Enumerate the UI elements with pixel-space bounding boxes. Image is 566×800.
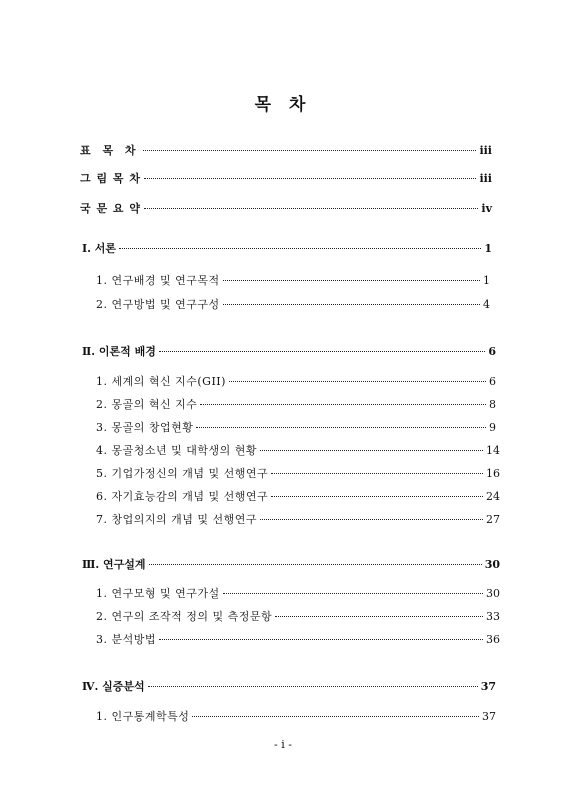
toc-section[interactable] [96, 585, 500, 601]
toc-leader [223, 593, 483, 594]
toc-leader [196, 427, 486, 428]
toc-leader [144, 208, 478, 209]
toc-leader [149, 564, 482, 565]
toc-leader [271, 496, 483, 497]
toc-leader [200, 404, 486, 405]
toc-label: 2. 몽골의 혁신 지수 [96, 398, 198, 411]
toc-entry[interactable] [80, 142, 492, 158]
toc-leader [271, 473, 483, 474]
toc-leader [119, 248, 481, 249]
toc-chapter[interactable] [82, 240, 492, 256]
toc-leader [260, 519, 483, 520]
toc-label: Ⅳ. 실증분석 [82, 680, 145, 693]
toc-section[interactable] [96, 488, 500, 504]
toc-label: 1. 연구모형 및 연구가설 [96, 587, 220, 600]
toc-section[interactable] [96, 511, 500, 527]
toc-leader [159, 639, 483, 640]
toc-section[interactable] [96, 272, 490, 288]
toc-leader [223, 280, 480, 281]
toc-page: 30 [486, 587, 500, 600]
toc-leader [144, 178, 476, 179]
toc-entry[interactable] [80, 170, 492, 186]
toc-chapter[interactable] [82, 678, 496, 694]
toc-label: 1. 세계의 혁신 지수(GII) [96, 375, 226, 388]
toc-page: 14 [486, 444, 500, 457]
toc-label: 2. 연구의 조작적 정의 및 측정문항 [96, 610, 273, 623]
toc-page: iii [479, 172, 492, 185]
toc-section[interactable] [96, 608, 500, 624]
toc-label: 6. 자기효능감의 개념 및 선행연구 [96, 490, 269, 503]
toc-section[interactable] [96, 419, 496, 435]
toc-leader [192, 716, 479, 717]
toc-section[interactable] [96, 373, 496, 389]
toc-leader [275, 616, 483, 617]
toc-section[interactable] [96, 465, 500, 481]
page-title: 목 차 [254, 95, 312, 115]
toc-section[interactable] [96, 708, 496, 724]
toc-label: Ⅲ. 연구설계 [82, 558, 146, 571]
toc-label: Ⅱ. 이론적 배경 [82, 345, 156, 358]
toc-page: 6 [489, 375, 496, 388]
toc-label: 4. 몽골청소년 및 대학생의 현황 [96, 444, 257, 457]
toc-page: 37 [482, 710, 496, 723]
toc-chapter[interactable] [82, 556, 500, 572]
toc-section[interactable] [96, 296, 490, 312]
toc-label: 7. 창업의지의 개념 및 선행연구 [96, 513, 257, 526]
toc-leader [143, 150, 477, 151]
toc-page: 30 [484, 558, 500, 571]
toc-leader [159, 351, 485, 352]
toc-page: 6 [488, 345, 496, 358]
toc-label: 표 목 차 [80, 144, 140, 157]
toc-label: 3. 몽골의 창업현황 [96, 421, 194, 434]
toc-page: 8 [489, 398, 496, 411]
toc-leader [148, 686, 478, 687]
toc-page: 16 [486, 467, 500, 480]
toc-page: 33 [486, 610, 500, 623]
toc-leader [229, 381, 486, 382]
toc-page: 1 [483, 274, 490, 287]
toc-label: 3. 분석방법 [96, 633, 156, 646]
toc-label: 2. 연구방법 및 연구구성 [96, 298, 220, 311]
toc-section[interactable] [96, 396, 496, 412]
toc-label: 그 림 목 차 [80, 172, 141, 185]
toc-leader [223, 304, 480, 305]
toc-entry[interactable] [80, 200, 492, 216]
toc-page: 1 [484, 242, 492, 255]
toc-page: 37 [480, 680, 496, 693]
toc-page: 4 [483, 298, 490, 311]
toc-page: 24 [486, 490, 500, 503]
toc-section[interactable] [96, 631, 500, 647]
toc-chapter[interactable] [82, 343, 496, 359]
toc-label: Ⅰ. 서론 [82, 242, 117, 255]
toc-label: 국 문 요 약 [80, 202, 141, 215]
toc-leader [260, 450, 483, 451]
toc-page: 27 [486, 513, 500, 526]
toc-label: 1. 연구배경 및 연구목적 [96, 274, 220, 287]
toc-label: 1. 인구통계학특성 [96, 710, 190, 723]
toc-label: 5. 기업가정신의 개념 및 선행연구 [96, 467, 269, 480]
toc-page: iii [479, 144, 492, 157]
toc-page: 9 [489, 421, 496, 434]
toc-page: iv [481, 202, 492, 215]
toc-page: 36 [486, 633, 500, 646]
toc-section[interactable] [96, 442, 500, 458]
page-number-footer: - i - [274, 738, 292, 751]
